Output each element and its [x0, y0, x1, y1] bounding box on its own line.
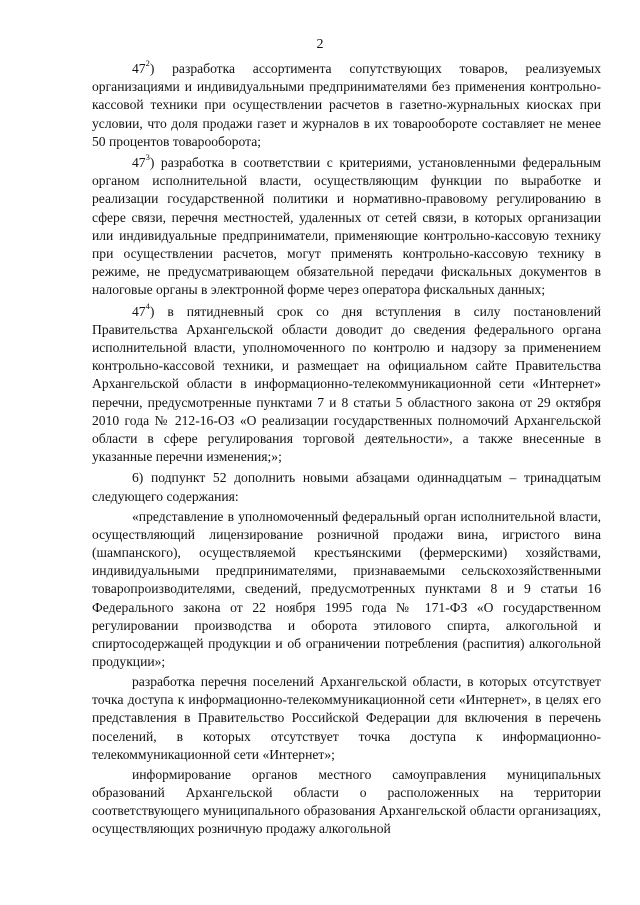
page-number: 2: [316, 37, 324, 52]
item-number: 47: [132, 303, 146, 319]
paragraph-text: ) в пятидневный срок со дня вступления в силу постановлений Правительства Архангельской области доводит до сведения федерального органа исполнительной власти, уполномоченного по контролю и надзору за применением контрольно-кассовой техники, и размещает на официальном сайте Правительства Архангельской области в информационно-телекоммуникационной сети «Интернет» перечни, предусмотренные пунктами 7 и 8 статьи 5 областного закона от 29 октября 2010 года № 212-16-ОЗ «О реализации государственных полномочий Архангельской области в сфере регулирования торговой деятельности», а также внесенные в указанные перечни изменения;»;: [92, 303, 601, 465]
item-superscript: 4: [145, 301, 150, 312]
item-number: 47: [132, 61, 146, 76]
paragraph-47-3: [92, 154, 601, 300]
paragraph-text: ) разработка в соответствии с критериями, установленными федеральным органом исполнительной власти, осуществляющим функции по выработке и реализации государственной политики и нормативно-правовому регулированию в сфере связи, перечня местностей, удаленных от сетей связи, в которых организации или индивидуальные предприниматели, применяющие контрольно-кассовую технику при осуществлении расчетов, могут применять контрольно-кассовую технику в режиме, не предусматривающем обязательной передачи фискальных документов в налоговые органы в электронной форме через оператора фискальных данных;: [92, 155, 601, 298]
item-superscript: 2: [145, 58, 150, 69]
paragraph-47-2: [92, 60, 601, 151]
paragraph-text: ) разработка ассортимента сопутствующих товаров, реализуемых организациями и индивидуальными предпринимателями без применения контрольно-кассовой техники при осуществлении расчетов в газетно-журнальных киосках при условии, что доля продажи газет и журналов в их товарообороте составляет не менее 50 процентов товарооборота;: [92, 61, 601, 149]
paragraph-quote-2: разработка перечня поселений Архангельской области, в которых отсутствует точка доступа к информационно-телекоммуникационной сети «Интернет», в целях его представления в Правительство Российской Федерации для включения в перечень поселений, в которых отсутствует точка доступа к информационно-телекоммуникационной сети «Интернет»;: [92, 674, 601, 762]
paragraph-quote-3: информирование органов местного самоуправления муниципальных образований Архангельской области о расположенных на территории соответствующего муниципального образования Архангельской области организациях, осуществляющих розничную продажу алкогольной: [92, 766, 601, 837]
paragraph-47-4: [92, 303, 601, 467]
item-number: 47: [132, 155, 146, 171]
item-superscript: 3: [145, 152, 150, 163]
document-body: [92, 60, 601, 840]
paragraph-item-6: 6) подпункт 52 дополнить новыми абзацами одиннадцатым – тринадцатым следующего содержания:: [92, 470, 601, 504]
paragraph-quote-1: «представление в уполномоченный федеральный орган исполнительной власти, осуществляющий лицензирование розничной продажи вина, игристого вина (шампанского), осуществляемой крестьянскими (фермерскими) хозяйствами, индивидуальными предпринимателями, признаваемыми сельскохозяйственными товаропроизводителями, сведений, предусмотренных пунктами 8 и 9 статьи 16 Федерального закона от 22 ноября 1995 года № 171-ФЗ «О государственном регулировании производства и оборота этилового спирта, алкогольной и спиртосодержащей продукции и об ограничении потребления (распития) алкогольной продукции»;: [92, 508, 601, 670]
